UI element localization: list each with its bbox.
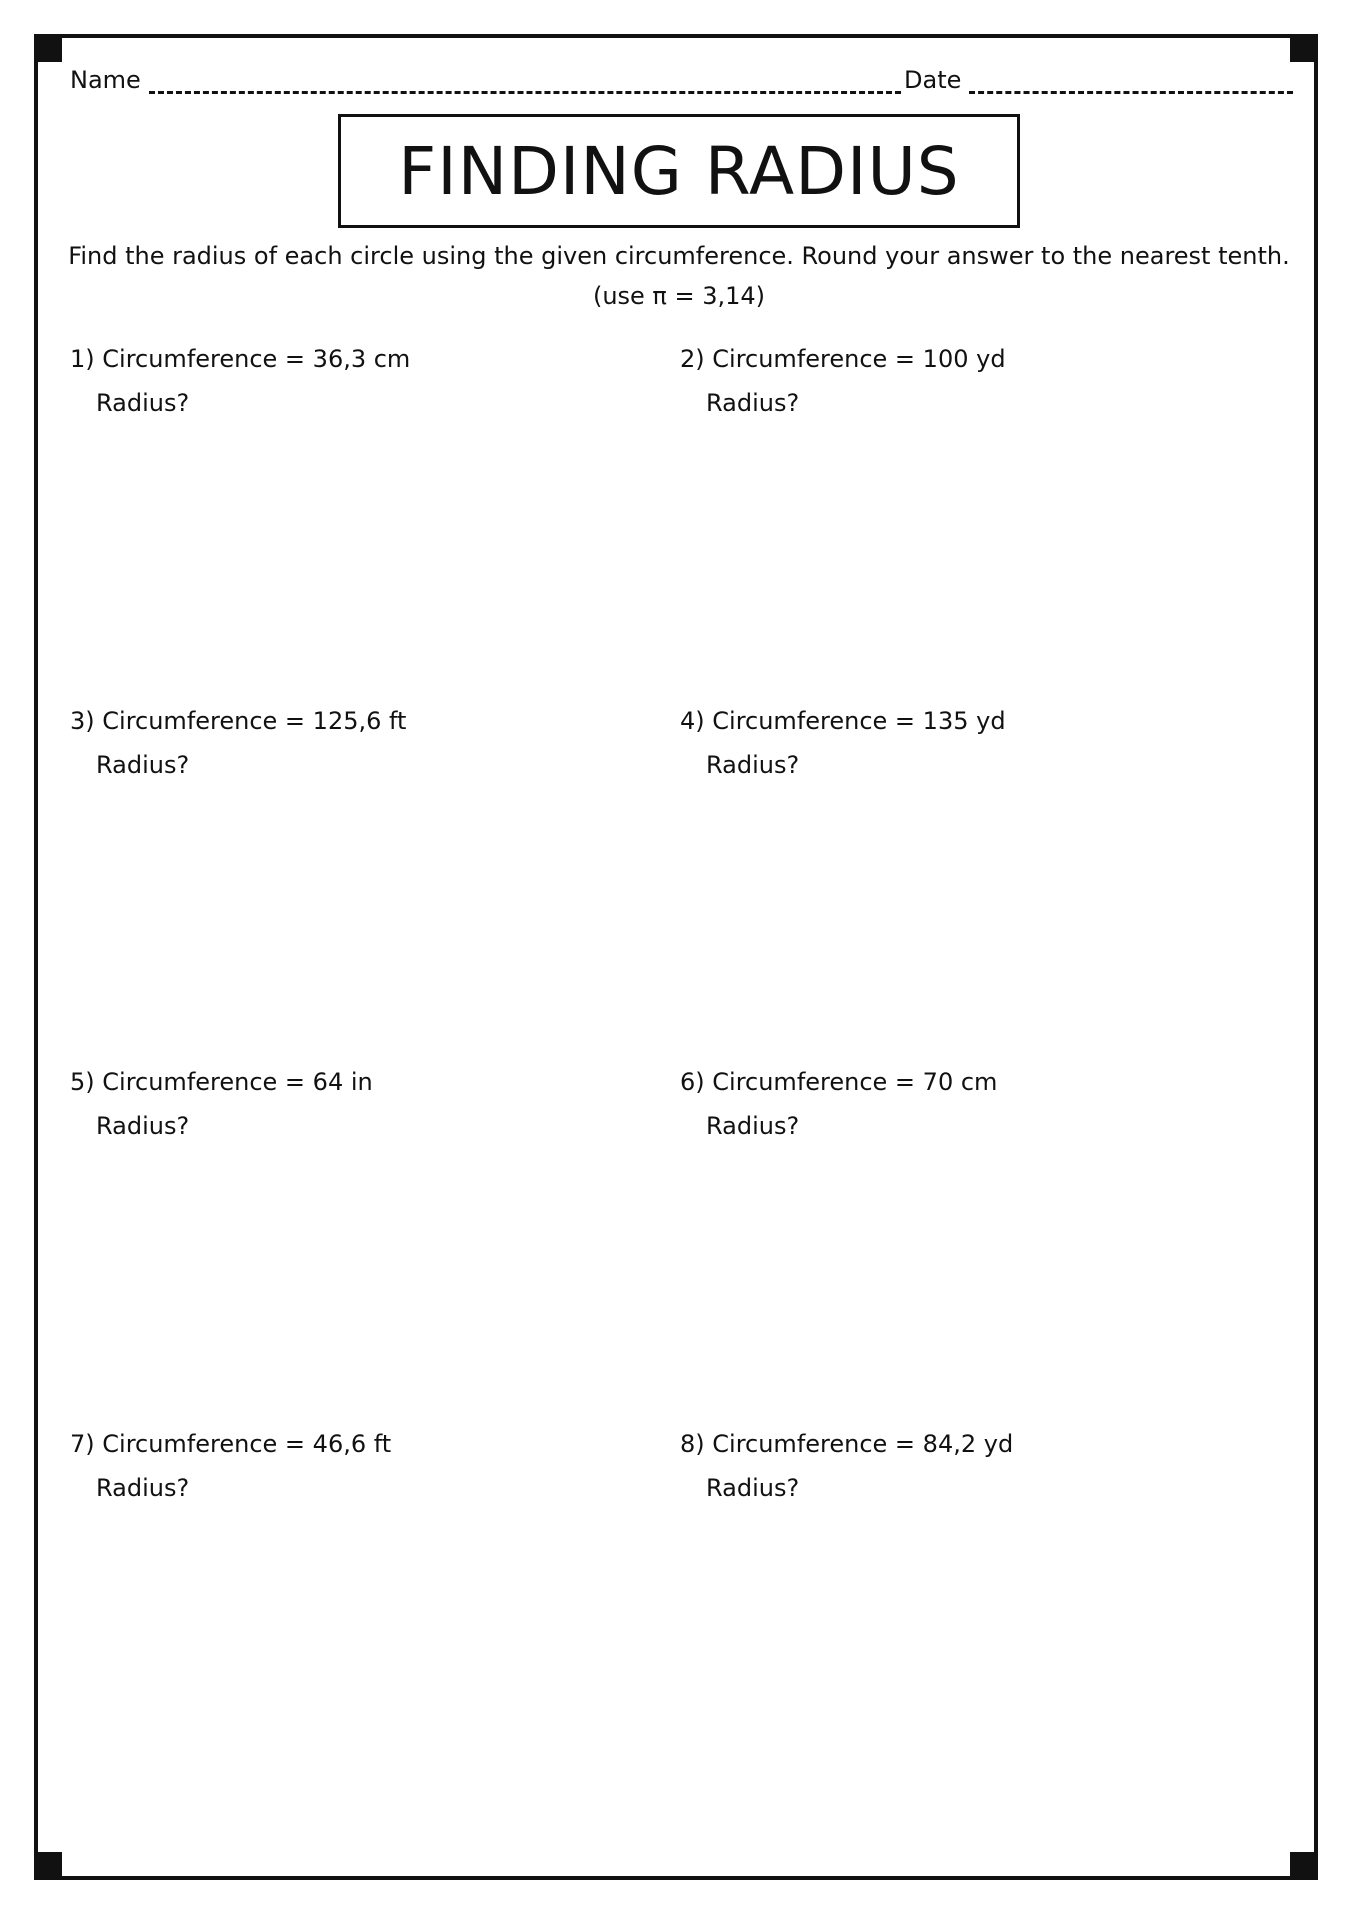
- page-title: FINDING RADIUS: [398, 132, 960, 210]
- name-label: Name: [70, 66, 141, 94]
- problem-question: 1) Circumference = 36,3 cm: [70, 345, 411, 373]
- problem-2: [680, 344, 1006, 418]
- instructions: [60, 236, 1298, 316]
- problem-ask: Radius?: [96, 751, 190, 779]
- corner-mark-top-right: [1290, 34, 1318, 62]
- corner-mark-bottom-left: [34, 1852, 62, 1880]
- problem-question: 7) Circumference = 46,6 ft: [70, 1430, 392, 1458]
- problem-ask: Radius?: [96, 389, 190, 417]
- name-field: [70, 66, 901, 94]
- problem-ask: Radius?: [706, 1112, 800, 1140]
- date-blank[interactable]: [969, 69, 1293, 94]
- problem-8: [680, 1429, 1013, 1503]
- date-field: [904, 66, 1293, 94]
- problem-4: [680, 706, 1006, 780]
- problem-6: [680, 1067, 997, 1141]
- problem-question: 6) Circumference = 70 cm: [680, 1068, 998, 1096]
- problem-ask: Radius?: [96, 1112, 190, 1140]
- corner-mark-top-left: [34, 34, 62, 62]
- problem-question: 4) Circumference = 135 yd: [680, 707, 1006, 735]
- corner-mark-bottom-right: [1290, 1852, 1318, 1880]
- problem-3: [70, 706, 406, 780]
- problem-5: [70, 1067, 373, 1141]
- problem-ask: Radius?: [96, 1474, 190, 1502]
- title-box: [338, 114, 1020, 228]
- problem-question: 5) Circumference = 64 in: [70, 1068, 373, 1096]
- problem-ask: Radius?: [706, 389, 800, 417]
- name-blank[interactable]: [149, 69, 901, 94]
- instructions-line-2: (use π = 3,14): [592, 282, 766, 310]
- problem-question: 3) Circumference = 125,6 ft: [70, 707, 407, 735]
- problem-ask: Radius?: [706, 1474, 800, 1502]
- problem-7: [70, 1429, 391, 1503]
- date-label: Date: [904, 66, 962, 94]
- problem-question: 2) Circumference = 100 yd: [680, 345, 1006, 373]
- problem-question: 8) Circumference = 84,2 yd: [680, 1430, 1014, 1458]
- problem-1: [70, 344, 410, 418]
- instructions-line-1: Find the radius of each circle using the given circumference. Round your answer to the nearest tenth.: [68, 242, 1290, 270]
- problem-ask: Radius?: [706, 751, 800, 779]
